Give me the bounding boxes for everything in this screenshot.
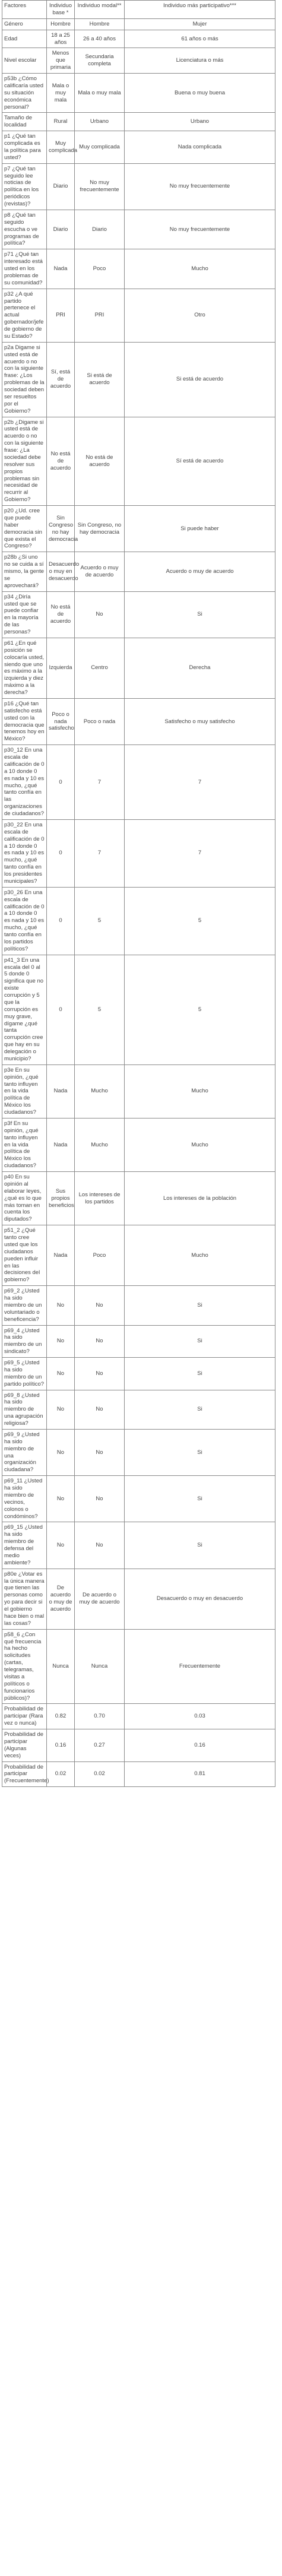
participativo-value-cell: No muy frecuentemente xyxy=(125,163,275,210)
base-value-cell: Nada xyxy=(47,1118,75,1171)
modal-value-cell: Nunca xyxy=(75,1629,125,1704)
table-row xyxy=(2,638,275,698)
modal-value-cell: No está de acuerdo xyxy=(75,417,125,506)
modal-value-cell: PRI xyxy=(75,289,125,342)
modal-value-cell: Secundaria completa xyxy=(75,48,125,74)
modal-value-cell: No xyxy=(75,1390,125,1429)
participativo-value-cell: Urbano xyxy=(125,113,275,131)
modal-value-cell: No xyxy=(75,1286,125,1325)
base-value-cell: 18 a 25 años xyxy=(47,30,75,48)
header-individuo-modal: Individuo modal** xyxy=(75,1,125,19)
table-row xyxy=(2,1286,275,1325)
participativo-value-cell: Buena o muy buena xyxy=(125,74,275,113)
modal-value-cell: Los intereses de los partidos xyxy=(75,1172,125,1225)
factor-cell: p69_4 ¿Usted ha sido miembro de un sindicato? xyxy=(2,1325,47,1358)
participativo-value-cell: Sí está de acuerdo xyxy=(125,417,275,506)
factor-cell: p58_6 ¿Con qué frecuencia ha hecho solicitudes (cartas, telegramas, visitas a políticos o funcionarios públicos)? xyxy=(2,1629,47,1704)
modal-value-cell: Poco o nada xyxy=(75,698,125,744)
table-row xyxy=(2,18,275,30)
participativo-value-cell: 0.81 xyxy=(125,1761,275,1787)
factor-cell: p1 ¿Qué tan complicada es la política para usted? xyxy=(2,131,47,164)
factor-cell: p32 ¿A qué partido pertenece el actual gobernador/jefe de gobierno de su Estado? xyxy=(2,289,47,342)
modal-value-cell: No xyxy=(75,1429,125,1475)
modal-value-cell: No xyxy=(75,1522,125,1569)
factor-cell: p7 ¿Qué tan seguido lee noticias de política en los periódicos (revistas)? xyxy=(2,163,47,210)
participativo-value-cell: Si xyxy=(125,1522,275,1569)
base-value-cell: Diario xyxy=(47,163,75,210)
base-value-cell: No xyxy=(47,1476,75,1522)
participativo-value-cell: 5 xyxy=(125,887,275,955)
base-value-cell: No xyxy=(47,1522,75,1569)
participativo-value-cell: Si xyxy=(125,1390,275,1429)
base-value-cell: 0 xyxy=(47,745,75,820)
modal-value-cell: De acuerdo o muy de acuerdo xyxy=(75,1569,125,1629)
factor-cell: Probabilidad de participar (Rara vez o nunca) xyxy=(2,1704,47,1729)
participativo-value-cell: Desacuerdo o muy en desacuerdo xyxy=(125,1569,275,1629)
header-individuo-base: Individuo base * xyxy=(47,1,75,19)
factor-cell: p41_3 En una escala del 0 al 5 donde 0 significa que no existe corrupción y 5 que la corrupción es muy grave, dígame ¿qué tanta corrupción cree que hay en su delegación o municipio? xyxy=(2,955,47,1064)
participativo-value-cell: Otro xyxy=(125,289,275,342)
factor-cell: p8 ¿Qué tan seguido escucha o ve programas de política? xyxy=(2,210,47,249)
modal-value-cell: 5 xyxy=(75,887,125,955)
participativo-value-cell: Si puede haber xyxy=(125,506,275,552)
base-value-cell: Menos que primaria xyxy=(47,48,75,74)
participativo-value-cell: Acuerdo o muy de acuerdo xyxy=(125,552,275,591)
base-value-cell: No xyxy=(47,1358,75,1390)
participativo-value-cell: 7 xyxy=(125,819,275,887)
factor-cell: p40 En su opinión al elaborar leyes, ¿qué es lo que más toman en cuenta los diputados? xyxy=(2,1172,47,1225)
participativo-value-cell: Si xyxy=(125,1476,275,1522)
table-header xyxy=(2,1,275,19)
modal-value-cell: No xyxy=(75,591,125,638)
modal-value-cell: Acuerdo o muy de acuerdo xyxy=(75,552,125,591)
base-value-cell: 0.16 xyxy=(47,1729,75,1762)
base-value-cell: No xyxy=(47,1325,75,1358)
table-row xyxy=(2,1522,275,1569)
factor-cell: p3f En su opinión, ¿qué tanto influyen en la vida política de México los ciudadanos? xyxy=(2,1118,47,1171)
modal-value-cell: No xyxy=(75,1325,125,1358)
table-row xyxy=(2,1118,275,1171)
base-value-cell: De acuerdo o muy de acuerdo xyxy=(47,1569,75,1629)
base-value-cell: 0.02 xyxy=(47,1761,75,1787)
modal-value-cell: No muy frecuentemente xyxy=(75,163,125,210)
factor-cell: p69_9 ¿Usted ha sido miembro de una organización ciudadana? xyxy=(2,1429,47,1475)
participativo-value-cell: 7 xyxy=(125,745,275,820)
modal-value-cell: Sin Congreso, no hay democracia xyxy=(75,506,125,552)
table-row xyxy=(2,1225,275,1286)
base-value-cell: Muy complicada xyxy=(47,131,75,164)
participativo-value-cell: Si xyxy=(125,591,275,638)
factor-cell: p71 ¿Qué tan interesado está usted en los problemas de su comunidad? xyxy=(2,249,47,289)
factor-cell: p69_2 ¿Usted ha sido miembro de un voluntariado o beneficencia? xyxy=(2,1286,47,1325)
base-value-cell: Nada xyxy=(47,249,75,289)
table-row xyxy=(2,591,275,638)
table-body xyxy=(2,18,275,1786)
factor-cell: p69_11 ¿Usted ha sido miembro de vecinos, colonos o condóminos? xyxy=(2,1476,47,1522)
table-row xyxy=(2,249,275,289)
base-value-cell: PRI xyxy=(47,289,75,342)
participativo-value-cell: Mucho xyxy=(125,1064,275,1118)
participativo-value-cell: 61 años o más xyxy=(125,30,275,48)
table-row xyxy=(2,131,275,164)
participativo-value-cell: No muy frecuentemente xyxy=(125,210,275,249)
base-value-cell: 0 xyxy=(47,819,75,887)
base-value-cell: Rural xyxy=(47,113,75,131)
participativo-value-cell: Si xyxy=(125,1429,275,1475)
modal-value-cell: No xyxy=(75,1476,125,1522)
factor-cell: p2a Digame si usted está de acuerdo o no con la siguiente frase: ¿Los problemas de la sociedad deben ser resueltos por el Gobierno? xyxy=(2,342,47,417)
base-value-cell: No está de acuerdo xyxy=(47,417,75,506)
participativo-value-cell: Los intereses de la población xyxy=(125,1172,275,1225)
base-value-cell: Hombre xyxy=(47,18,75,30)
participativo-value-cell: Nada complicada xyxy=(125,131,275,164)
base-value-cell: Nada xyxy=(47,1225,75,1286)
table-row xyxy=(2,955,275,1064)
base-value-cell: No xyxy=(47,1390,75,1429)
table-row xyxy=(2,210,275,249)
modal-value-cell: 5 xyxy=(75,955,125,1064)
table-row xyxy=(2,30,275,48)
table-row xyxy=(2,74,275,113)
factor-cell: p30_12 En una escala de calificación de 0 a 10 donde 0 es nada y 10 es mucho, ¿qué tanto confía en las organizaciones de ciudadanos? xyxy=(2,745,47,820)
base-value-cell: Sin Congreso no hay democracia xyxy=(47,506,75,552)
modal-value-cell: 0.70 xyxy=(75,1704,125,1729)
base-value-cell: Nunca xyxy=(47,1629,75,1704)
modal-value-cell: Urbano xyxy=(75,113,125,131)
factor-cell: p2b ¿Digame si usted está de acuerdo o no con la siguiente frase: ¿La sociedad debe resolver sus propios problemas sin necesidad de recurrir al Gobierno? xyxy=(2,417,47,506)
table-row xyxy=(2,698,275,744)
table-row xyxy=(2,506,275,552)
factor-cell: Probabilidad de participar (Algunas veces) xyxy=(2,1729,47,1762)
participation-table xyxy=(2,0,275,1787)
header-individuo-participativo: Individuo más participativo*** xyxy=(125,1,275,19)
base-value-cell: Diario xyxy=(47,210,75,249)
base-value-cell: Sí, está de acuerdo xyxy=(47,342,75,417)
modal-value-cell: 0.27 xyxy=(75,1729,125,1762)
participativo-value-cell: Si xyxy=(125,1286,275,1325)
table-row xyxy=(2,1358,275,1390)
factor-cell: Edad xyxy=(2,30,47,48)
factor-cell: p69_15 ¿Usted ha sido miembro de defensa del medio ambiente? xyxy=(2,1522,47,1569)
modal-value-cell: No xyxy=(75,1358,125,1390)
participativo-value-cell: Mucho xyxy=(125,1118,275,1171)
modal-value-cell: 7 xyxy=(75,745,125,820)
table-row xyxy=(2,1761,275,1787)
factor-cell: p28b ¿Si uno no se cuida a sí mismo, la gente se aprovechará? xyxy=(2,552,47,591)
table-row xyxy=(2,1064,275,1118)
base-value-cell: 0 xyxy=(47,955,75,1064)
participativo-value-cell: Licenciatura o más xyxy=(125,48,275,74)
factor-cell: p51_2 ¿Qué tanto cree usted que los ciudadanos pueden influir en las decisiones del gobierno? xyxy=(2,1225,47,1286)
modal-value-cell: 26 a 40 años xyxy=(75,30,125,48)
factor-cell: p53b ¿Cómo calificaría usted su situación económica personal? xyxy=(2,74,47,113)
modal-value-cell: 7 xyxy=(75,819,125,887)
table-row xyxy=(2,1172,275,1225)
table-row xyxy=(2,552,275,591)
base-value-cell: 0.82 xyxy=(47,1704,75,1729)
factor-cell: p34 ¿Diría usted que se puede confiar en la mayoría de las personas? xyxy=(2,591,47,638)
table-row xyxy=(2,1629,275,1704)
table-row xyxy=(2,1390,275,1429)
table-row xyxy=(2,745,275,820)
table-row xyxy=(2,1325,275,1358)
base-value-cell: No xyxy=(47,1286,75,1325)
table-row xyxy=(2,289,275,342)
base-value-cell: Mala o muy mala xyxy=(47,74,75,113)
modal-value-cell: Muy complicada xyxy=(75,131,125,164)
participativo-value-cell: 0.03 xyxy=(125,1704,275,1729)
participativo-value-cell: 0.16 xyxy=(125,1729,275,1762)
factor-cell: p30_26 En una escala de calificación de 0 a 10 donde 0 es nada y 10 es mucho, ¿qué tanto confía en los partidos políticos? xyxy=(2,887,47,955)
base-value-cell: Desacuerdo o muy en desacuerdo xyxy=(47,552,75,591)
modal-value-cell: Mucho xyxy=(75,1064,125,1118)
participativo-value-cell: Si xyxy=(125,1358,275,1390)
table-row xyxy=(2,1729,275,1762)
table-row xyxy=(2,417,275,506)
participativo-value-cell: Mucho xyxy=(125,249,275,289)
factor-cell: Probabilidad de participar (Frecuentemente) xyxy=(2,1761,47,1787)
table-row xyxy=(2,887,275,955)
base-value-cell: Nada xyxy=(47,1064,75,1118)
factor-cell: Nivel escolar xyxy=(2,48,47,74)
factor-cell: p20 ¿Ud. cree que puede haber democracia sin que exista el Congreso? xyxy=(2,506,47,552)
modal-value-cell: Centro xyxy=(75,638,125,698)
table-row xyxy=(2,1476,275,1522)
modal-value-cell: Diario xyxy=(75,210,125,249)
participativo-value-cell: Satisfecho o muy satisfecho xyxy=(125,698,275,744)
modal-value-cell: Poco xyxy=(75,1225,125,1286)
participativo-value-cell: Si está de acuerdo xyxy=(125,342,275,417)
modal-value-cell: Mucho xyxy=(75,1118,125,1171)
factor-cell: Tamaño de localidad xyxy=(2,113,47,131)
factor-cell: p69_8 ¿Usted ha sido miembro de una agrupación religiosa? xyxy=(2,1390,47,1429)
base-value-cell: No está de acuerdo xyxy=(47,591,75,638)
base-value-cell: Izquierda xyxy=(47,638,75,698)
modal-value-cell: Si está de acuerdo xyxy=(75,342,125,417)
base-value-cell: No xyxy=(47,1429,75,1475)
table-row xyxy=(2,1569,275,1629)
table-row xyxy=(2,1704,275,1729)
factor-cell: p30_22 En una escala de calificación de 0 a 10 donde 0 es nada y 10 es mucho, ¿qué tanto confía en los presidentes municipales? xyxy=(2,819,47,887)
modal-value-cell: 0.02 xyxy=(75,1761,125,1787)
table-row xyxy=(2,1429,275,1475)
table-row xyxy=(2,113,275,131)
table-row xyxy=(2,819,275,887)
factor-cell: Género xyxy=(2,18,47,30)
factor-cell: p16 ¿Qué tan satisfecho está usted con la democracia que tenemos hoy en México? xyxy=(2,698,47,744)
header-row xyxy=(2,1,275,19)
base-value-cell: Poco o nada satisfecho xyxy=(47,698,75,744)
modal-value-cell: Poco xyxy=(75,249,125,289)
base-value-cell: 0 xyxy=(47,887,75,955)
factor-cell: p80e ¿Votar es la única manera que tienen las personas como yo para decir si el gobierno hace bien o mal las cosas? xyxy=(2,1569,47,1629)
participativo-value-cell: Mucho xyxy=(125,1225,275,1286)
participativo-value-cell: Mujer xyxy=(125,18,275,30)
factor-cell: p3e En su opinión, ¿qué tanto influyen en la vida política de México los ciudadanos? xyxy=(2,1064,47,1118)
modal-value-cell: Mala o muy mala xyxy=(75,74,125,113)
factor-cell: p61 ¿En qué posición se colocaría usted, siendo que uno es máximo a la izquierda y diez máximo a la derecha? xyxy=(2,638,47,698)
table-row xyxy=(2,342,275,417)
header-factores: Factores xyxy=(2,1,47,19)
table-row xyxy=(2,48,275,74)
modal-value-cell: Hombre xyxy=(75,18,125,30)
participativo-value-cell: Derecha xyxy=(125,638,275,698)
participativo-value-cell: 5 xyxy=(125,955,275,1064)
participativo-value-cell: Si xyxy=(125,1325,275,1358)
base-value-cell: Sus propios beneficios xyxy=(47,1172,75,1225)
factor-cell: p69_5 ¿Usted ha sido miembro de un partido político? xyxy=(2,1358,47,1390)
participativo-value-cell: Frecuentemente xyxy=(125,1629,275,1704)
table-row xyxy=(2,163,275,210)
